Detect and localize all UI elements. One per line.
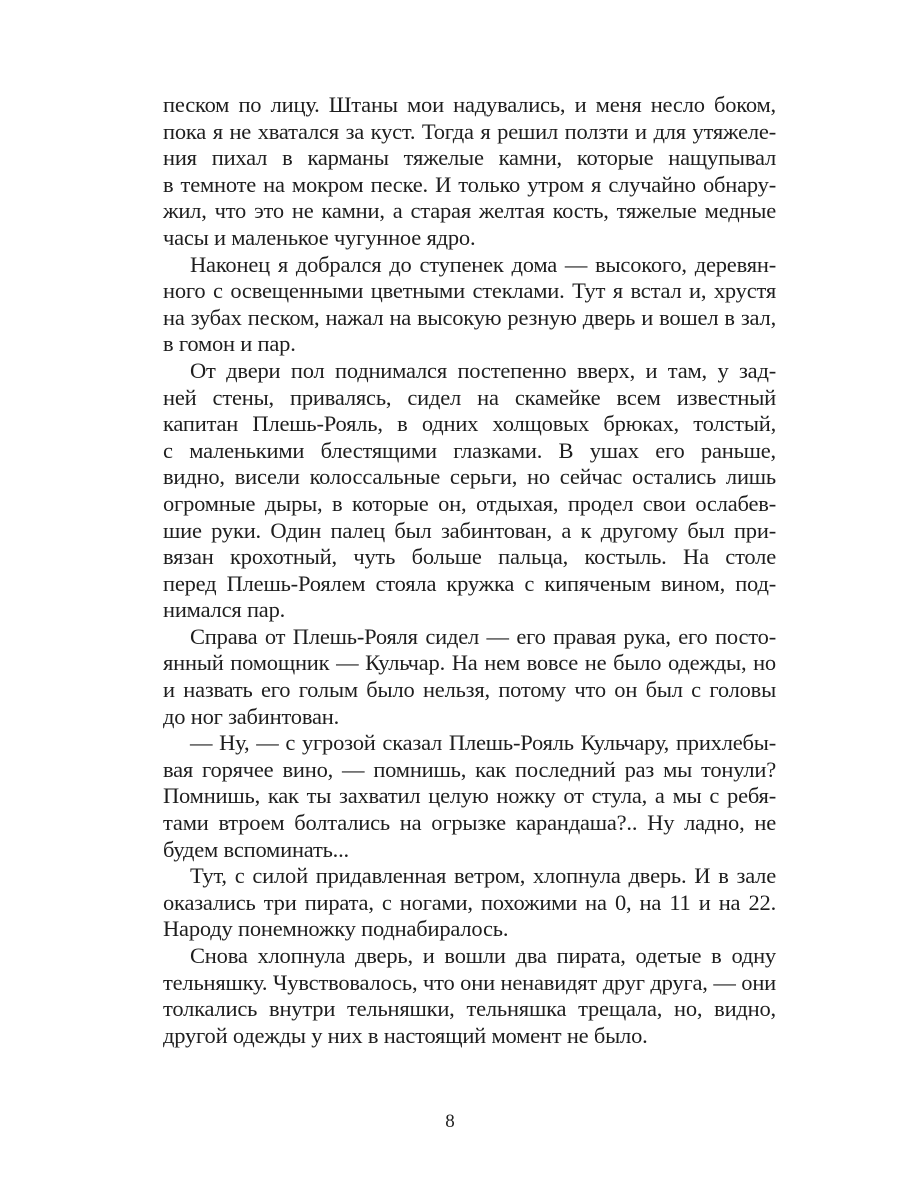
text-line: шие руки. Один палец был забинтован, а к другому был при- — [163, 517, 776, 543]
text-line: видно, висели колоссальные серьги, но сейчас остались лишь — [163, 464, 776, 490]
body-text — [163, 92, 776, 1049]
text-line: часы и маленькое чугунное ядро. — [163, 224, 476, 250]
text-line: тами втроем болтались на огрызке карандаша?.. Ну ладно, не — [163, 810, 776, 836]
text-line: огромные дыры, в которые он, отдыхая, продел свои ослабев- — [163, 490, 776, 516]
text-line: Помнишь, как ты захватил целую ножку от стула, а мы с ребя- — [163, 783, 776, 809]
text-line: на зубах песком, нажал на высокую резную дверь и вошел в зал, — [163, 304, 776, 330]
text-line: песком по лицу. Штаны мои надувались, и меня несло боком, — [163, 92, 776, 117]
paragraph-first-line: Справа от Плешь-Рояля сидел — его правая рука, его посто- — [190, 623, 776, 649]
text-line: янный помощник — Кульчар. На нем вовсе не было одежды, но — [163, 650, 776, 676]
text-line: с маленькими блестящими глазками. В ушах его раньше, — [163, 437, 776, 463]
text-line: другой одежды у них в настоящий момент не было. — [163, 1022, 648, 1048]
paragraph-first-line: — Ну, — с угрозой сказал Плешь-Рояль Кульчару, прихлебы- — [190, 730, 776, 756]
text-line: в темноте на мокром песке. И только утром я случайно обнару- — [163, 171, 776, 197]
text-line: вая горячее вино, — помнишь, как последний раз мы тонули? — [163, 756, 776, 782]
text-line: и назвать его голым было нельзя, потому что он был с головы — [163, 677, 776, 703]
text-line: нимался пар. — [163, 597, 286, 623]
text-line: Народу понемножку поднабиралось. — [163, 916, 509, 942]
text-line: в гомон и пар. — [163, 331, 296, 357]
text-line: капитан Плешь-Рояль, в одних холщовых брюках, толстый, — [163, 411, 776, 437]
text-line: оказались три пирата, с ногами, похожими на 0, на 11 и на 22. — [163, 889, 776, 915]
text-line: вязан крохотный, чуть больше пальца, костыль. На столе — [163, 544, 776, 570]
paragraph-first-line: Снова хлопнула дверь, и вошли два пирата, одетые в одну — [190, 943, 776, 968]
text-line: толкались внутри тельняшки, тельняшка трещала, но, видно, — [163, 996, 776, 1022]
paragraph-first-line: Тут, с силой придавленная ветром, хлопнула дверь. И в зале — [190, 863, 776, 889]
text-line: пока я не хватался за куст. Тогда я решил ползти и для утяжеле- — [163, 118, 776, 144]
paragraph-first-line: Наконец я добрался до ступенек дома — высокого, деревян- — [190, 251, 776, 277]
text-line: ней стены, привалясь, сидел на скамейке всем известный — [163, 384, 776, 410]
paragraph-first-line: От двери пол поднимался постепенно вверх, и там, у зад- — [190, 357, 776, 383]
text-line: жил, что это не камни, а старая желтая кость, тяжелые медные — [163, 198, 776, 224]
text-line: ного с освещенными цветными стеклами. Тут я встал и, хрустя — [163, 278, 776, 304]
page-number: 8 — [445, 1111, 455, 1132]
text-line: до ног забинтован. — [163, 703, 340, 729]
text-line: тельняшку. Чувствовалось, что они ненавидят друг друга, — они — [163, 969, 776, 995]
text-line: ния пихал в карманы тяжелые камни, которые нащупывал — [163, 145, 776, 171]
text-line: будем вспоминать... — [163, 836, 349, 862]
text-line: перед Плешь-Роялем стояла кружка с кипяченым вином, под- — [163, 570, 776, 596]
